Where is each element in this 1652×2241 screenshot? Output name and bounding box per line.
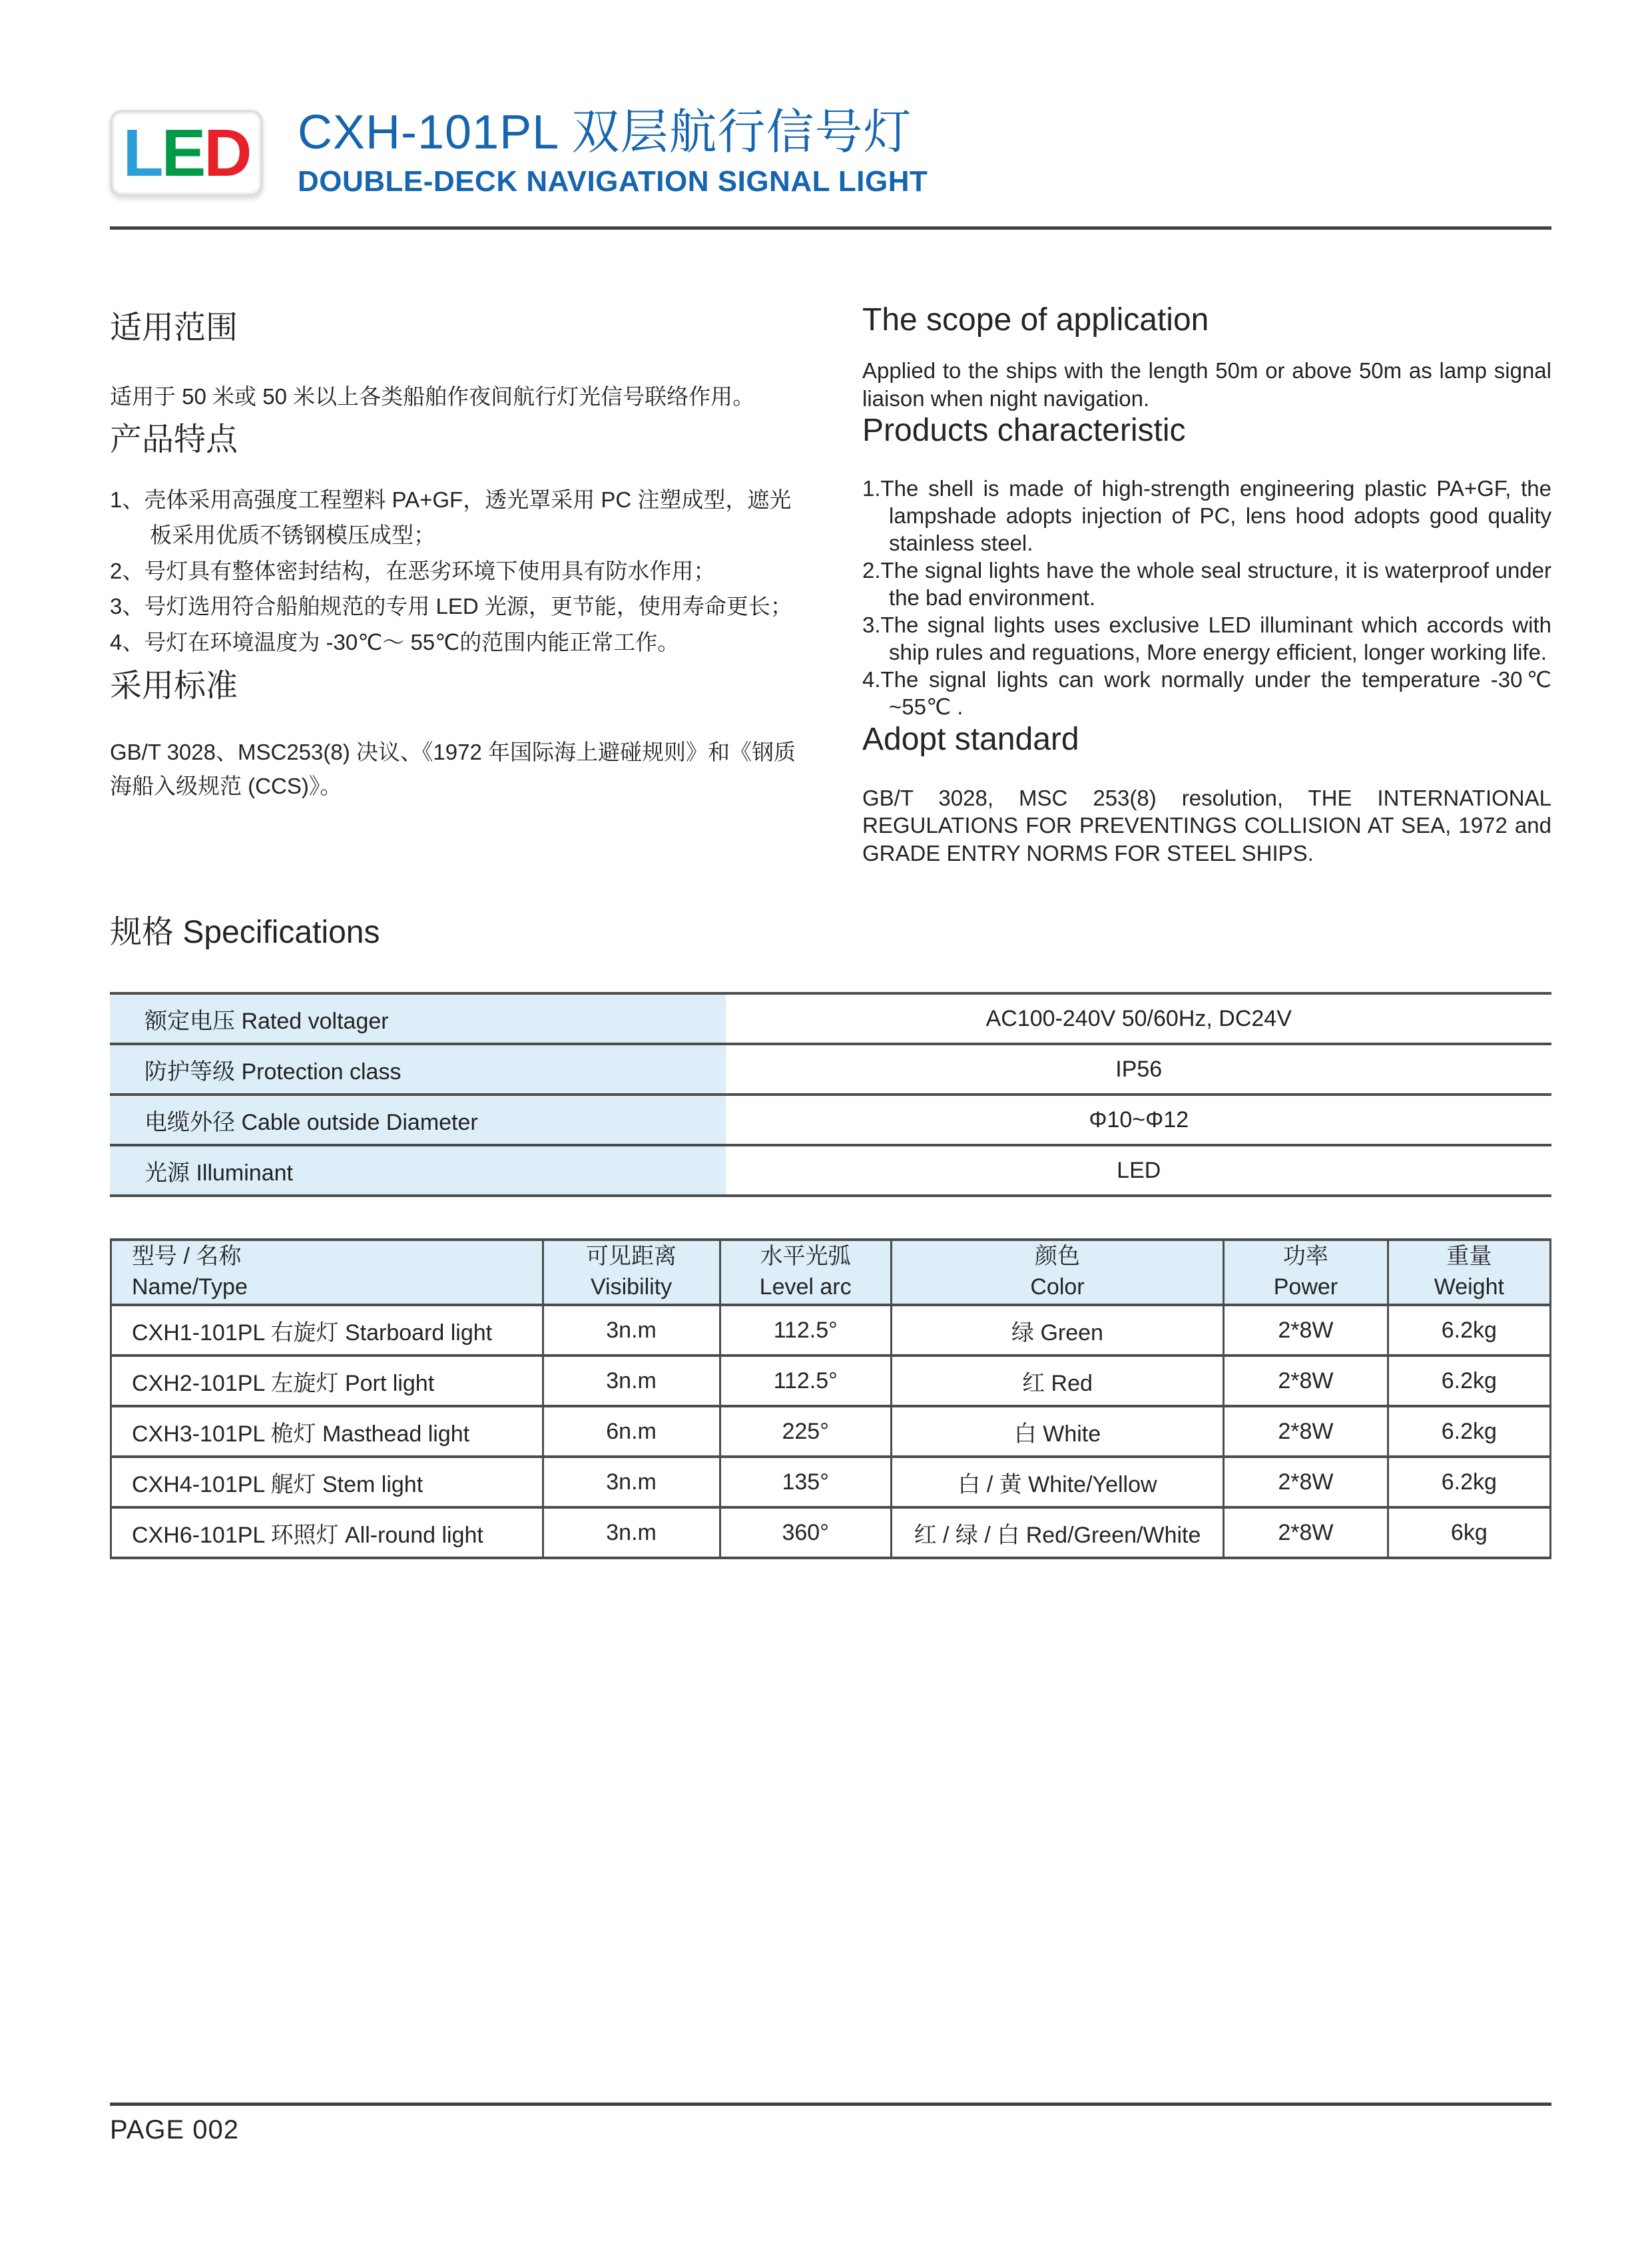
column-header-visibility: 可见距离 Visibility <box>543 1240 720 1305</box>
cell-visibility: 3n.m <box>543 1457 720 1507</box>
spec-label: 防护等级 Protection class <box>110 1044 726 1095</box>
feature-item-en: 1.The shell is made of high-strength engineering plastic PA+GF, the lampshade adopts injection of PC, lens hood adopts good quality stainless steel. <box>862 476 1551 556</box>
right-column <box>862 302 1551 868</box>
cell-power: 2*8W <box>1224 1356 1388 1406</box>
cell-color: 白 / 黄 White/Yellow <box>891 1457 1223 1507</box>
cell-power: 2*8W <box>1224 1406 1388 1457</box>
page-footer <box>110 2103 1551 2145</box>
cell-weight: 6.2kg <box>1388 1356 1550 1406</box>
section-heading-specifications: 规格 Specifications <box>110 915 380 951</box>
cell-weight: 6.2kg <box>1388 1457 1550 1507</box>
cell-weight: 6.2kg <box>1388 1406 1550 1457</box>
spec-label: 额定电压 Rated voltager <box>110 993 726 1044</box>
cell-weight: 6.2kg <box>1388 1305 1550 1356</box>
feature-item-zh: 4、号灯在环境温度为 -30℃～ 55℃的范围内能正常工作。 <box>110 629 680 654</box>
section-heading-standard-en: Adopt standard <box>862 721 1079 757</box>
section-heading-features-en: Products characteristic <box>862 413 1186 449</box>
led-logo <box>110 110 263 196</box>
spec-table-row <box>110 1145 1551 1196</box>
cell-visibility: 6n.m <box>543 1406 720 1457</box>
cell-level-arc: 360° <box>720 1507 891 1558</box>
cell-power: 2*8W <box>1224 1507 1388 1558</box>
cell-color: 红 / 绿 / 白 Red/Green/White <box>891 1507 1223 1558</box>
spec-label: 电缆外径 Cable outside Diameter <box>110 1095 726 1145</box>
led-logo-letter: L <box>123 115 162 190</box>
led-logo-letter: E <box>161 115 204 190</box>
scope-body-en: Applied to the ships with the length 50m or above 50m as lamp signal liaison when night navigation. <box>862 358 1551 411</box>
left-column <box>110 302 799 868</box>
footer-page-number: PAGE 002 <box>110 2115 240 2144</box>
feature-item-zh: 3、号灯选用符合船舶规范的专用 LED 光源，更节能，使用寿命更长； <box>110 594 792 619</box>
cell-visibility: 3n.m <box>543 1305 720 1356</box>
features-list-zh <box>110 482 799 660</box>
section-heading-scope-zh: 适用范围 <box>110 310 238 346</box>
spec-table <box>110 992 1551 1197</box>
model-table-row <box>111 1406 1551 1457</box>
column-header-power: 功率 Power <box>1224 1240 1388 1305</box>
model-table-row <box>111 1305 1551 1356</box>
spec-table-row <box>110 1044 1551 1095</box>
cell-visibility: 3n.m <box>543 1507 720 1558</box>
section-heading-standard-zh: 采用标准 <box>110 668 238 704</box>
model-table-row <box>111 1356 1551 1406</box>
section-heading-features-zh: 产品特点 <box>110 421 238 457</box>
title-block <box>298 108 928 198</box>
page-header <box>110 0 1551 230</box>
cell-level-arc: 135° <box>720 1457 891 1507</box>
model-table-row <box>111 1507 1551 1558</box>
spec-value: Φ10~Φ12 <box>726 1095 1551 1145</box>
feature-item-zh: 2、号灯具有整体密封结构，在恶劣环境下使用具有防水作用； <box>110 558 716 583</box>
cell-level-arc: 225° <box>720 1406 891 1457</box>
standard-body-zh: GB/T 3028、MSC253(8) 决议、《1972 年国际海上避碰规则》和《钢质海船入级规范 (CCS)》。 <box>110 740 796 799</box>
spec-table-row <box>110 993 1551 1044</box>
cell-model-name: CXH4-101PL 艉灯 Stem light <box>111 1457 543 1507</box>
cell-model-name: CXH1-101PL 右旋灯 Starboard light <box>111 1305 543 1356</box>
cell-power: 2*8W <box>1224 1457 1388 1507</box>
column-header-name: 型号 / 名称 Name/Type <box>111 1240 543 1305</box>
cell-color: 白 White <box>891 1406 1223 1457</box>
feature-item-zh: 1、壳体采用高强度工程塑料 PA+GF，透光罩采用 PC 注塑成型，遮光板采用优质不锈钢模压成型； <box>110 487 792 548</box>
feature-item-en: 4.The signal lights can work normally under the temperature -30℃ ~55℃ . <box>862 666 1551 719</box>
standard-body-en: GB/T 3028, MSC 253(8) resolution, THE INTERNATIONAL REGULATIONS FOR PREVENTINGS COLLISION AT SEA, 1972 and GRADE ENTRY NORMS FOR STEEL SHIPS. <box>862 785 1551 866</box>
spec-label: 光源 Illuminant <box>110 1145 726 1196</box>
model-table-header-row <box>111 1240 1551 1305</box>
two-column-section <box>110 302 1551 868</box>
page-title: CXH-101PL 双层航行信号灯 <box>298 106 912 159</box>
cell-model-name: CXH3-101PL 桅灯 Masthead light <box>111 1406 543 1457</box>
page-subtitle: DOUBLE-DECK NAVIGATION SIGNAL LIGHT <box>298 164 928 198</box>
cell-weight: 6kg <box>1388 1507 1550 1558</box>
column-header-level-arc: 水平光弧 Level arc <box>720 1240 891 1305</box>
model-table-row <box>111 1457 1551 1507</box>
cell-model-name: CXH2-101PL 左旋灯 Port light <box>111 1356 543 1406</box>
cell-color: 红 Red <box>891 1356 1223 1406</box>
page-content <box>110 0 1551 1559</box>
cell-visibility: 3n.m <box>543 1356 720 1406</box>
led-logo-letter: D <box>204 115 250 190</box>
spec-value: IP56 <box>726 1044 1551 1095</box>
cell-level-arc: 112.5° <box>720 1305 891 1356</box>
features-list-en <box>862 475 1551 720</box>
cell-color: 绿 Green <box>891 1305 1223 1356</box>
spec-value: LED <box>726 1145 1551 1196</box>
cell-power: 2*8W <box>1224 1305 1388 1356</box>
spec-value: AC100-240V 50/60Hz, DC24V <box>726 993 1551 1044</box>
column-header-weight: 重量 Weight <box>1388 1240 1550 1305</box>
model-table <box>110 1238 1551 1559</box>
scope-body-zh: 适用于 50 米或 50 米以上各类船舶作夜间航行灯光信号联络作用。 <box>110 383 755 409</box>
cell-model-name: CXH6-101PL 环照灯 All-round light <box>111 1507 543 1558</box>
section-heading-scope-en: The scope of application <box>862 302 1209 338</box>
feature-item-en: 2.The signal lights have the whole seal structure, it is waterproof under the bad environment. <box>862 558 1551 611</box>
feature-item-en: 3.The signal lights uses exclusive LED illuminant which accords with ship rules and reguations, More energy efficient, longer working life. <box>862 612 1551 664</box>
cell-level-arc: 112.5° <box>720 1356 891 1406</box>
spec-table-row <box>110 1095 1551 1145</box>
column-header-color: 颜色 Color <box>891 1240 1223 1305</box>
